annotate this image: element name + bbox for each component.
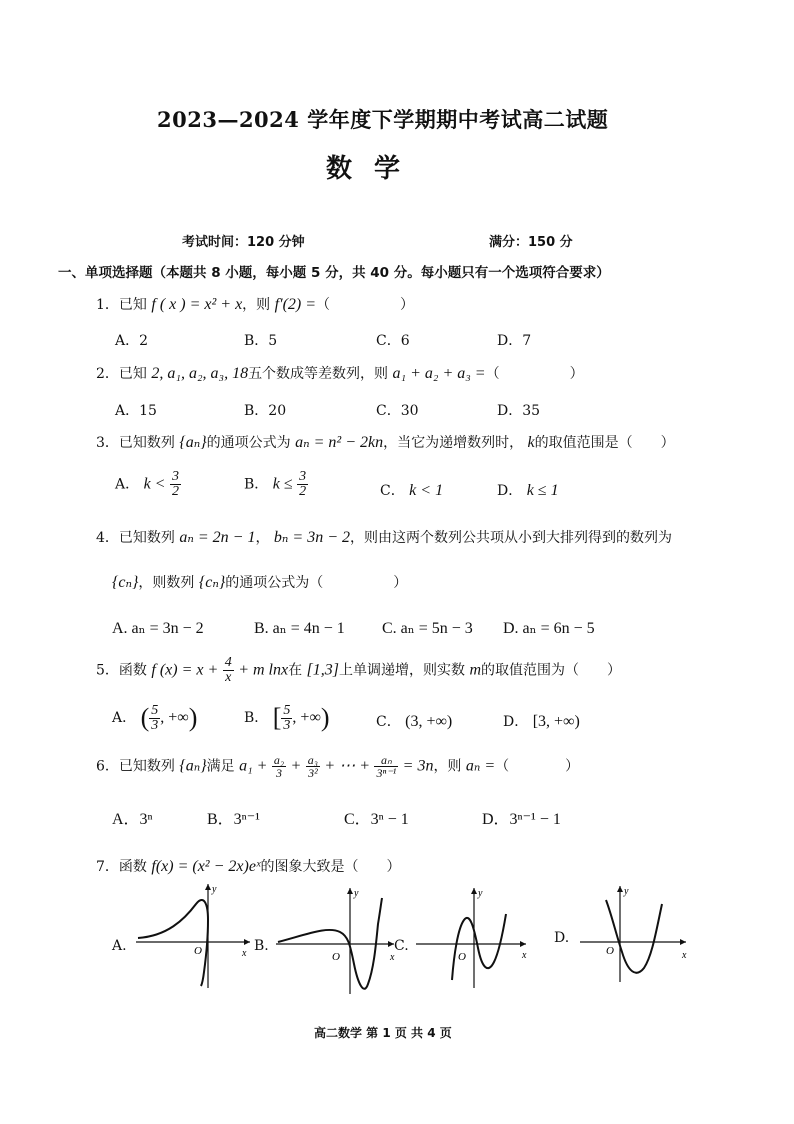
q2-option-c[interactable]: C．30 xyxy=(376,403,419,419)
q4-option-b[interactable]: B. aₙ = 4n − 1 xyxy=(254,620,345,637)
q3-option-b-expr: k ≤ xyxy=(272,475,293,493)
q1-option-d[interactable]: D．7 xyxy=(497,333,532,349)
q4-option-a[interactable]: A. aₙ = 3n − 2 xyxy=(112,620,204,637)
q6-mid: 满足 xyxy=(206,758,235,775)
subject-title: 数学 xyxy=(326,154,423,184)
q5-expr-a: f (x) = x + xyxy=(151,661,219,679)
q4-expr: aₙ = 2n − 1 xyxy=(179,529,256,546)
q7-option-d[interactable] xyxy=(554,882,698,982)
q6-expr2: aₙ = xyxy=(465,757,496,775)
full-score: 满分：150 分 xyxy=(489,235,573,250)
q7-d-label: D. xyxy=(554,930,570,946)
question-7 xyxy=(96,856,400,876)
q6-option-c[interactable]: C．3ⁿ − 1 xyxy=(344,811,409,828)
q4-sep: ， xyxy=(255,530,270,546)
q2-option-d[interactable]: D．35 xyxy=(497,403,541,419)
graph-d-figure xyxy=(572,882,698,982)
q4-line2-post: 的通项公式为（ ） xyxy=(225,575,408,591)
q3-k: k xyxy=(527,434,535,451)
q4-option-c[interactable]: C. aₙ = 5n − 3 xyxy=(382,620,473,637)
q5-option-c-expr: (3, +∞) xyxy=(405,713,453,730)
q7-number: 7． xyxy=(96,859,119,875)
q6-option-a[interactable]: A．3ⁿ xyxy=(112,811,153,828)
q6-rhs: = 3n xyxy=(402,757,434,775)
graph-d-x: x xyxy=(682,950,687,961)
q5-m: m xyxy=(469,661,482,679)
q7-b-label: B. xyxy=(254,938,269,954)
q3-option-d-label: D． xyxy=(497,483,523,499)
graph-a-origin: O xyxy=(194,945,202,957)
q5-number: 5． xyxy=(96,662,119,679)
q2-option-a[interactable]: A．15 xyxy=(115,403,157,419)
graph-c-origin: O xyxy=(458,951,466,963)
q3-post: ，当它为递增数列时， xyxy=(383,435,524,451)
q5-option-b-label: B． xyxy=(244,710,269,726)
q5-option-d[interactable] xyxy=(503,711,580,731)
q6-number: 6． xyxy=(96,758,119,775)
q5-option-a-label: A． xyxy=(112,710,137,726)
q2-number: 2． xyxy=(96,366,119,382)
q4-line2-expr2: {cₙ} xyxy=(198,574,226,591)
question-4-line2 xyxy=(112,572,407,592)
q3-post2: 的取值范围是（ ） xyxy=(534,435,675,451)
graph-d-y: y xyxy=(624,886,629,897)
q4-line2-expr: {cₙ} xyxy=(112,574,139,591)
graph-c-figure xyxy=(408,884,534,988)
q6-dots: + ⋯ + xyxy=(324,757,371,775)
graph-d-origin: O xyxy=(606,945,614,957)
q5-interval: [1,3] xyxy=(306,661,339,679)
q6-frac-1-num: a₂ xyxy=(273,753,285,767)
q2-mid: 五个数成等差数列，则 xyxy=(248,366,389,382)
q3-a-frac-num: 3 xyxy=(171,469,179,484)
q6-option-b[interactable]: B．3ⁿ⁻¹ xyxy=(207,811,260,828)
q7-post: 的图象大致是（ ） xyxy=(260,859,401,875)
q6-frac-3-den: 3ⁿ⁻¹ xyxy=(376,766,397,780)
q3-option-a-expr: k < xyxy=(143,475,166,493)
q6-frac-1-den: 3 xyxy=(276,766,282,780)
q1-option-a[interactable]: A．2 xyxy=(115,333,149,349)
q3-option-c-expr: k < 1 xyxy=(409,482,444,499)
q7-pre: 函数 xyxy=(118,859,147,875)
q5-post: 上单调递增，则实数 xyxy=(339,662,465,679)
q7-c-label: C. xyxy=(394,938,409,954)
q6-frac-2-num: a₃ xyxy=(307,753,318,767)
question-3 xyxy=(96,432,675,452)
q3-option-c[interactable] xyxy=(380,480,443,500)
graph-b-origin: O xyxy=(332,951,340,963)
q3-pre: 已知数列 xyxy=(118,435,175,451)
q3-expr2: aₙ = n² − 2kn xyxy=(295,434,384,451)
q2-expr2: a₁ + a₂ + a₃ = xyxy=(392,365,486,382)
q3-b-frac-num: 3 xyxy=(299,469,307,484)
q5-b-frac-num: 5 xyxy=(283,702,291,718)
q3-option-b-fraction xyxy=(297,470,308,499)
q5-fraction xyxy=(223,656,234,685)
q3-option-d-expr: k ≤ 1 xyxy=(526,482,559,499)
q5-pre: 函数 xyxy=(118,662,147,679)
q4-pre: 已知数列 xyxy=(118,530,175,546)
graph-a-figure xyxy=(112,880,252,990)
q6-pre: 已知数列 xyxy=(118,758,175,775)
section-heading: 一、单项选择题（本题共 8 小题，每小题 5 分，共 40 分。每小题只有一个选项符合要求） xyxy=(58,265,610,281)
q6-term1: a₁ + xyxy=(239,757,268,775)
q6-frac-2-den: 3² xyxy=(308,766,318,780)
q5-option-c[interactable] xyxy=(376,711,452,731)
q3-mid: 的通项公式为 xyxy=(206,435,291,451)
graph-a-y: y xyxy=(212,884,217,895)
q5-a-frac-num: 5 xyxy=(151,702,159,718)
q4-post: ，则由这两个数列公共项从小到大排列得到的数列为 xyxy=(349,530,672,546)
q1-mid: ，则 xyxy=(242,297,271,313)
q5-post2: 的取值范围为（ ） xyxy=(481,662,622,679)
q5-option-d-label: D． xyxy=(503,714,529,730)
q5-option-b[interactable]: B． [ $\frac{5}{3}$ , +∞) xyxy=(244,702,330,733)
q7-expr: f(x) = (x² − 2x)eˣ xyxy=(151,858,261,875)
q2-expr: 2, a₁, a₂, a₃, 18 xyxy=(151,365,249,382)
q5-option-c-label: C． xyxy=(376,714,401,730)
q2-option-b[interactable]: B．20 xyxy=(244,403,287,419)
q3-option-c-label: C． xyxy=(380,483,405,499)
q6-frac-3-num: aₙ xyxy=(374,754,398,767)
question-5 xyxy=(96,656,621,685)
q5-b-frac-den: 3 xyxy=(283,717,291,733)
question-1 xyxy=(96,294,414,314)
q1-pre: 已知 xyxy=(118,297,147,313)
q6-blank: （ ） xyxy=(495,758,580,775)
q7-option-b[interactable] xyxy=(254,884,408,996)
page-footer: 高二数学 第 1 页 共 4 页 xyxy=(314,1026,452,1040)
q1-expr: f ( x ) = x² + x xyxy=(151,296,243,313)
q6-post: ，则 xyxy=(433,758,462,775)
q6-frac-2 xyxy=(306,754,320,779)
graph-a-x: x xyxy=(242,948,247,959)
q3-option-a[interactable] xyxy=(115,470,181,499)
q5-frac-num: 4 xyxy=(224,655,232,670)
q7-a-label: A. xyxy=(112,938,127,954)
q3-option-a-fraction xyxy=(170,470,181,499)
q1-option-b[interactable]: B．5 xyxy=(244,333,278,349)
q4-line2-mid: ，则数列 xyxy=(138,575,195,591)
q2-blank: （ ） xyxy=(485,366,584,382)
graph-b-figure xyxy=(268,884,408,996)
q5-b-fraction xyxy=(281,704,292,733)
q3-b-frac-den: 2 xyxy=(299,484,307,499)
q5-a-frac-den: 3 xyxy=(151,717,159,733)
q2-pre: 已知 xyxy=(118,366,147,382)
q6-frac-1 xyxy=(272,754,286,779)
graph-b-x: x xyxy=(390,952,395,963)
q3-number: 3． xyxy=(96,435,119,451)
q4-option-d[interactable]: D. aₙ = 6n − 5 xyxy=(503,620,595,637)
exam-time: 考试时间：120 分钟 xyxy=(182,235,305,250)
question-2 xyxy=(96,363,584,383)
q5-mid: 在 xyxy=(288,662,303,679)
q3-option-b-label: B． xyxy=(244,476,269,493)
question-6: 6．已知数列 {aₙ}满足 a₁ + $\frac{\text{a₂}}{3}$ + $\frac{\text{a₃}}{\text{3²}}$ + ⋯ + $\frac{\text{aₙ}}{\text{3ⁿ⁻¹}}$ = 3n，则 aₙ =（ ） xyxy=(96,753,580,780)
exam-title: 2023—2024 学年度下学期期中考试高二试题 xyxy=(157,107,609,132)
q3-option-b[interactable] xyxy=(244,470,308,499)
q5-a-fraction xyxy=(149,704,160,733)
graph-c-x: x xyxy=(522,950,527,961)
graph-b-y: y xyxy=(354,888,359,899)
q5-option-a[interactable]: A． ( $\frac{5}{3}$ , +∞) xyxy=(112,702,198,733)
q7-option-a[interactable] xyxy=(112,880,252,990)
q3-option-d[interactable] xyxy=(497,480,559,500)
q5-option-d-expr: [3, +∞) xyxy=(532,713,580,730)
q4-number: 4． xyxy=(96,530,119,546)
q1-blank: （ ） xyxy=(316,297,415,313)
graph-c-y: y xyxy=(478,888,483,899)
q4-expr2: bₙ = 3n − 2 xyxy=(273,529,350,546)
q6-option-d[interactable]: D．3ⁿ⁻¹ − 1 xyxy=(482,811,561,828)
q1-option-c[interactable]: C．6 xyxy=(376,333,410,349)
q1-number: 1． xyxy=(96,297,119,313)
q5-expr-b: + m lnx xyxy=(238,661,289,679)
question-4 xyxy=(96,527,672,547)
q5-b-tail: , +∞ xyxy=(292,709,321,726)
q5-a-tail: , +∞ xyxy=(160,709,189,726)
q6-expr: {aₙ} xyxy=(179,757,207,775)
q1-expr2: f′(2) = xyxy=(274,296,317,313)
q3-a-frac-den: 2 xyxy=(171,484,179,499)
q3-option-a-label: A． xyxy=(115,476,140,493)
q5-frac-den: x xyxy=(225,670,232,685)
q3-expr: {aₙ} xyxy=(179,434,207,451)
q6-frac-3 xyxy=(374,754,398,779)
q7-option-c[interactable] xyxy=(394,884,534,988)
